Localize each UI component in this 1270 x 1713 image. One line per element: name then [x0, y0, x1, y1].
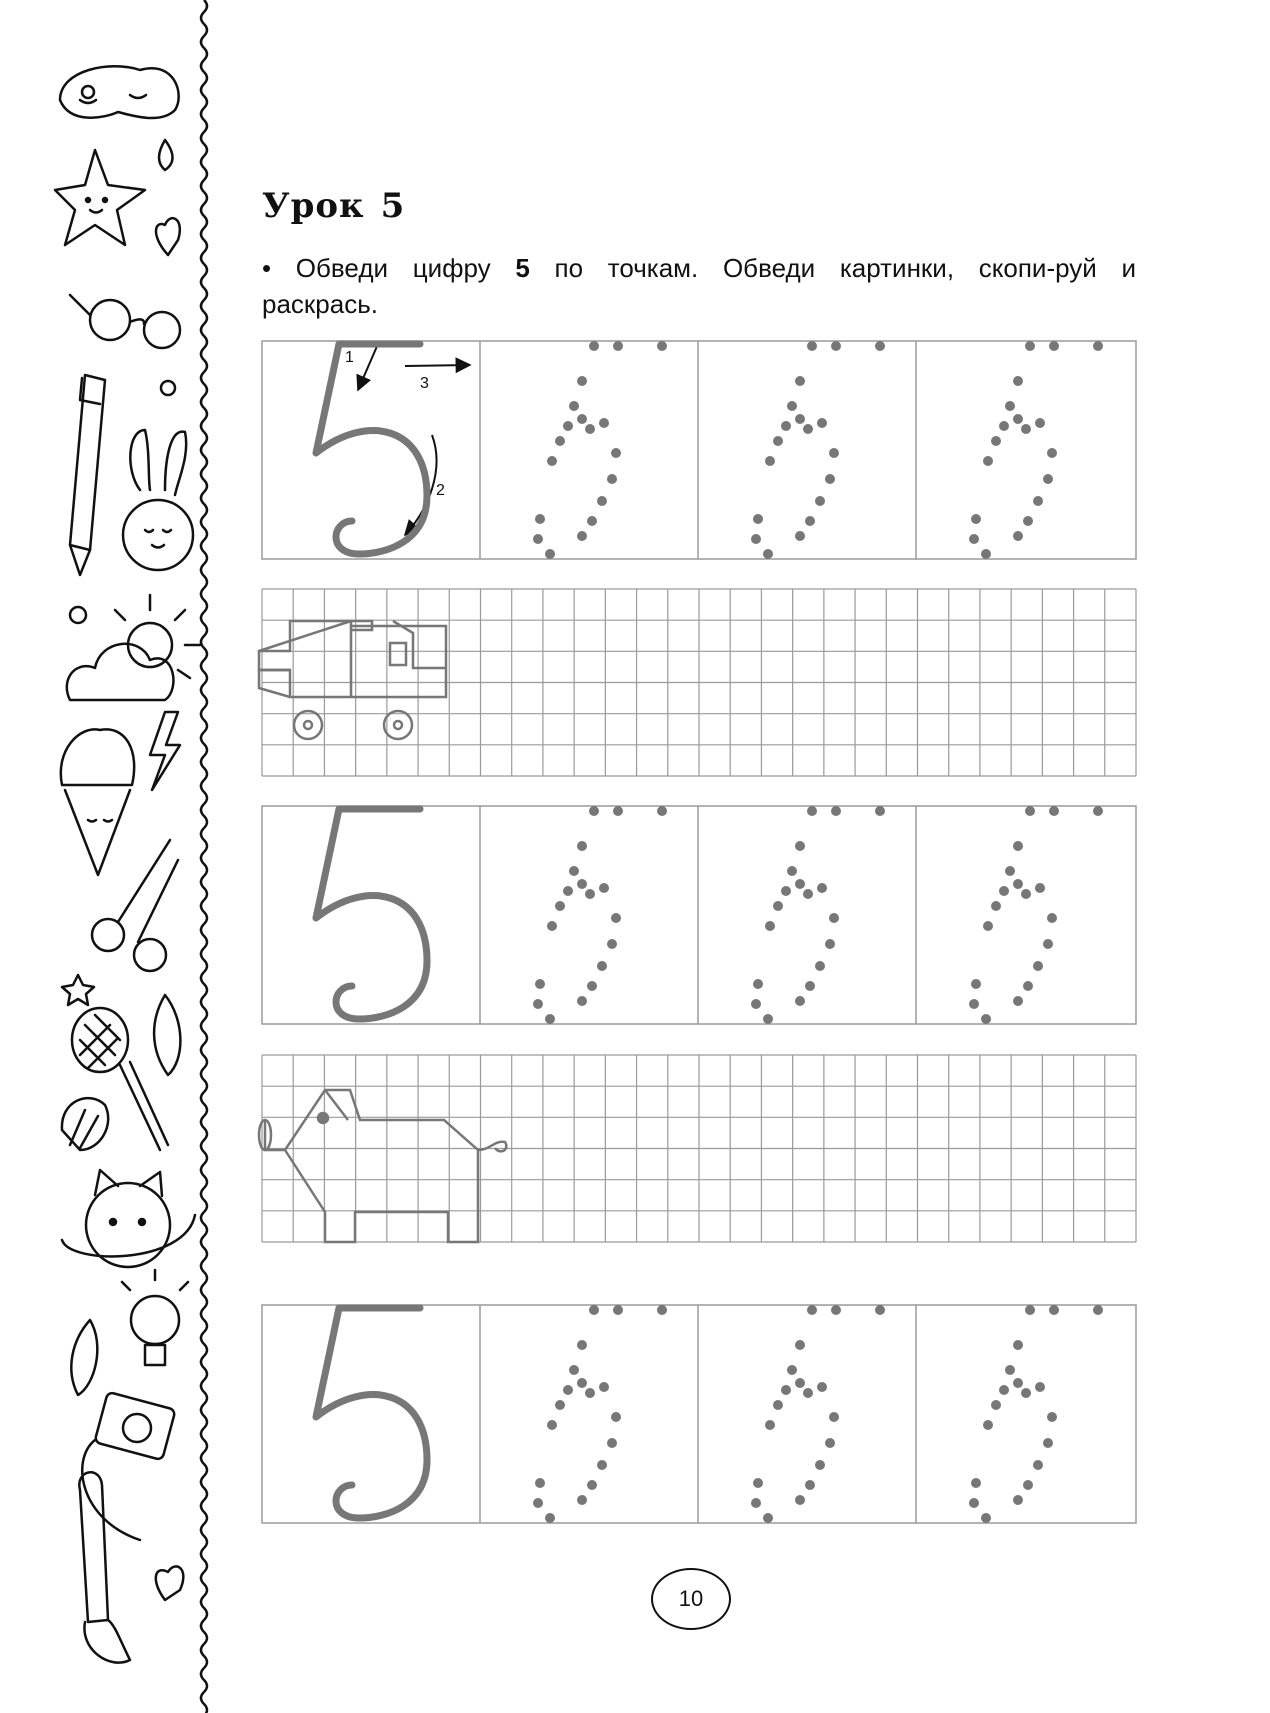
five-sample — [316, 344, 427, 554]
five-dotted — [751, 1305, 885, 1523]
instruction-after: по точкам. Обведи картинки, скопи-руй и раскрась. — [262, 253, 1137, 319]
bullet: • — [262, 253, 272, 283]
copy-grid-2 — [262, 1055, 1136, 1242]
tracing-row-frame — [262, 341, 1136, 559]
tracing-row-3 — [262, 1305, 1136, 1523]
five-sample — [316, 1308, 427, 1518]
instruction-digit: 5 — [515, 253, 530, 283]
arrow-label-1: 1 — [345, 349, 354, 366]
page-number: 10 — [651, 1568, 731, 1630]
five-dotted — [969, 341, 1103, 559]
arrow-label-2: 2 — [436, 482, 445, 499]
five-dotted — [969, 806, 1103, 1024]
lesson-number: 5 — [380, 186, 406, 226]
copy-grid-1 — [262, 589, 1136, 776]
tracing-row-2 — [262, 806, 1136, 1024]
five-dotted — [533, 1305, 667, 1523]
instruction-before: Обведи цифру — [295, 253, 491, 283]
five-dotted — [969, 1305, 1103, 1523]
five-dotted — [533, 341, 667, 559]
five-dotted — [533, 806, 667, 1024]
stroke-order-arrows — [358, 344, 470, 535]
five-sample — [316, 809, 427, 1019]
five-dotted — [751, 806, 885, 1024]
tracing-row-1 — [262, 341, 1136, 559]
lesson-label: Урок — [262, 186, 365, 226]
tracing-row-frame — [262, 1305, 1136, 1523]
five-dotted — [751, 341, 885, 559]
pig-drawing — [259, 1090, 506, 1242]
arrow-label-3: 3 — [420, 375, 429, 392]
tracing-row-frame — [262, 806, 1136, 1024]
